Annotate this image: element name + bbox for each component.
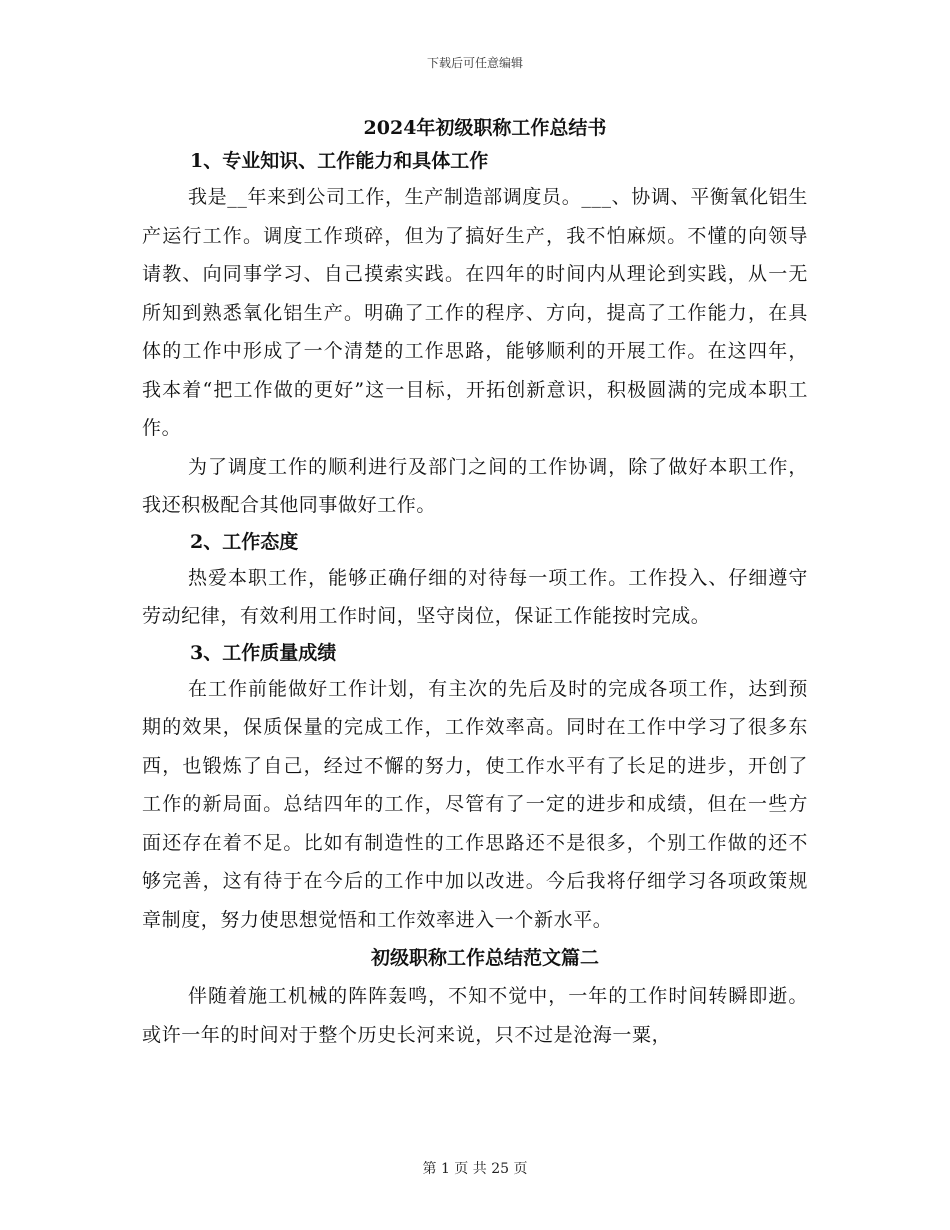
part-two-paragraph: 伴随着施工机械的阵阵轰鸣，不知不觉中，一年的工作时间转瞬即逝。或许一年的时间对于整个历史长河来说，只不过是沧海一粟， xyxy=(142,985,808,1046)
part-two-title: 初级职称工作总结范文篇二 xyxy=(370,947,599,969)
section-heading-2: 2、工作态度 xyxy=(190,530,299,553)
section-heading-1: 1、专业知识、工作能力和具体工作 xyxy=(190,150,489,172)
section-heading-3: 3、工作质量成绩 xyxy=(190,641,337,664)
page-footer-number: 第 1 页 共 25 页 xyxy=(422,1161,528,1177)
section-1-paragraph-1: 我是__年来到公司工作，生产制造部调度员。___、协调、平衡氧化铝生产运行工作。调度工作琐碎，但为了搞好生产，我不怕麻烦。不懂的向领导请教、向同事学习、自己摸索实践。在四年的时间内从理论到实践，从一无所知到熟悉氧化铝生产。明确了工作的程序、方向，提高了工作能力，在具体的工作中形成了一个清楚的工作思路，能够顺利的开展工作。在这四年，我本着“把工作做的更好”这一目标，开拓创新意识，积极圆满的完成本职工作。 xyxy=(142,186,808,439)
page-header-note: 下载后可任意编辑 xyxy=(426,56,523,70)
section-1-paragraph-2: 为了调度工作的顺利进行及部门之间的工作协调，除了做好本职工作，我还积极配合其他同事做好工作。 xyxy=(142,455,808,516)
document-body xyxy=(142,112,808,1054)
section-3-paragraph-1: 在工作前能做好工作计划，有主次的先后及时的完成各项工作，达到预期的效果，保质保量的完成工作，工作效率高。同时在工作中学习了很多东西，也锻炼了自己，经过不懈的努力，使工作水平有了长足的进步，开创了工作的新局面。总结四年的工作，尽管有了一定的进步和成绩，但在一些方面还存在着不足。比如有制造性的工作思路还不是很多，个别工作做的还不够完善，这有待于在今后的工作中加以改进。今后我将仔细学习各项政策规章制度，努力使思想觉悟和工作效率进入一个新水平。 xyxy=(142,677,808,931)
section-2-paragraph-1: 热爱本职工作，能够正确仔细的对待每一项工作。工作投入、仔细遵守劳动纪律，有效利用工作时间，坚守岗位，保证工作能按时完成。 xyxy=(142,566,808,627)
document-title: 2024年初级职称工作总结书 xyxy=(363,117,607,139)
